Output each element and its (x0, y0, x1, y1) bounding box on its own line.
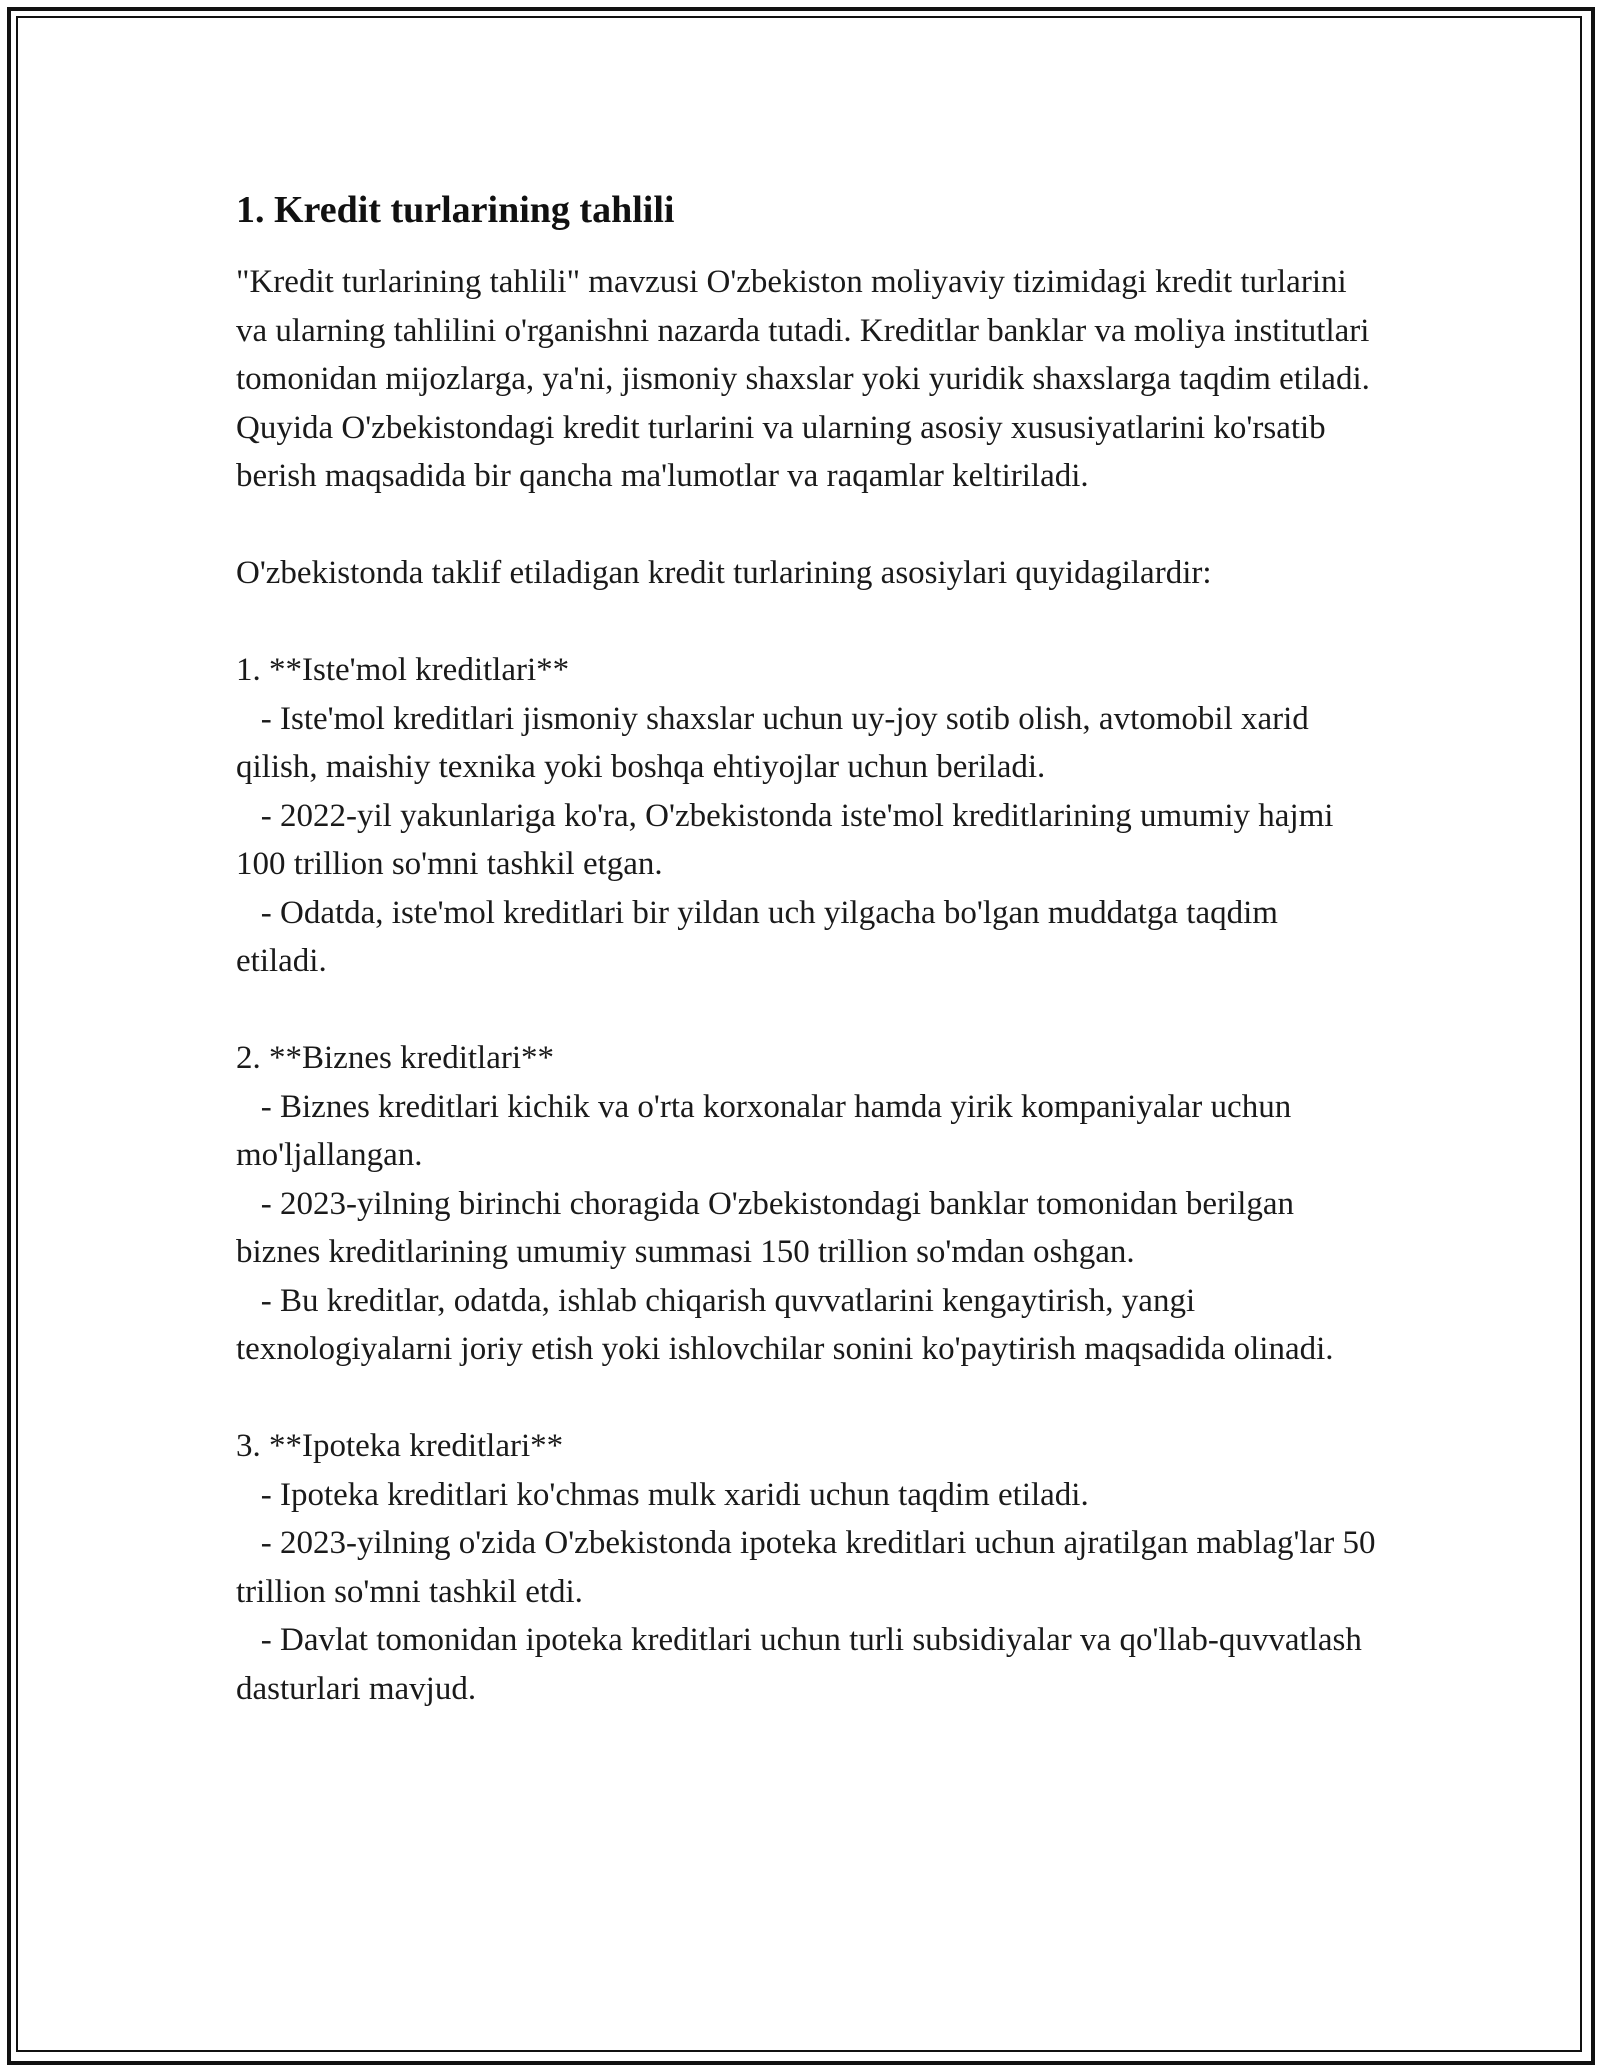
paragraph-gap (236, 598, 1376, 647)
list-item: - Odatda, iste'mol kreditlari bir yildan uch yilgacha bo'lgan muddatga taqdim etiladi. (236, 894, 1287, 979)
paragraph-gap (236, 501, 1376, 550)
section-heading: 2. **Biznes kreditlari** (236, 1040, 555, 1076)
list-item: - Iste'mol kreditlari jismoniy shaxslar uchun uy-joy sotib olish, avtomobil xarid qilish, maishiy texnika yoki boshqa ehtiyojlar uchun beriladi. (236, 700, 1318, 785)
section-mortgage-credit (236, 1422, 1384, 1713)
section-business-credit (236, 1034, 1376, 1374)
section-heading: 1. **Iste'mol kreditlari** (236, 652, 570, 688)
section-consumer-credit (236, 646, 1376, 986)
list-item: - Bu kreditlar, odatda, ishlab chiqarish quvvatlarini kengaytirish, yangi texnologiyalarni joriy etish yoki ishlovchilar sonini ko'paytirish maqsadida olinadi. (236, 1282, 1334, 1367)
document-body (236, 186, 1384, 1713)
list-item: - Ipoteka kreditlari ko'chmas mulk xaridi uchun taqdim etiladi. (236, 1476, 1089, 1513)
document-title: 1. Kredit turlarining tahlili (236, 189, 675, 231)
list-item: - Biznes kreditlari kichik va o'rta korxonalar hamda yirik kompaniyalar uchun mo'ljallangan. (236, 1088, 1300, 1173)
paragraph-gap (236, 986, 1376, 1035)
list-item: - 2023-yilning birinchi choragida O'zbekistondagi banklar tomonidan berilgan biznes kreditlarining umumiy summasi 150 trillion so'mdan oshgan. (236, 1185, 1303, 1270)
section-heading: 3. **Ipoteka kreditlari** (236, 1428, 564, 1464)
list-item: - Davlat tomonidan ipoteka kreditlari uchun turli subsidiyalar va qo'llab-quvvatlash dasturlari mavjud. (236, 1622, 1371, 1707)
intro-paragraph: "Kredit turlarining tahlili" mavzusi O'zbekiston moliyaviy tizimidagi kredit turlarini va ularning tahlilini o'rganishni nazarda tutadi. Kreditlar banklar va moliya institutlari tomonidan mijozlarga, ya'ni, jismoniy shaxslar yoki yuridik shaxslarga taqdim etiladi. Quyida O'zbekistondagi kredit turlarini va ularning asosiy xususiyatlarini ko'rsatib berish maqsadida bir qancha ma'lumotlar va raqamlar keltiriladi. (236, 264, 1379, 494)
paragraph-gap (236, 1374, 1376, 1423)
list-item: - 2023-yilning o'zida O'zbekistonda ipoteka kreditlari uchun ajratilgan mablag'lar 50 trillion so'mni tashkil etdi. (236, 1525, 1384, 1610)
list-item: - 2022-yil yakunlariga ko'ra, O'zbekistonda iste'mol kreditlarining umumiy hajmi 100 trillion so'mni tashkil etgan. (236, 797, 1342, 882)
lead-paragraph: O'zbekistonda taklif etiladigan kredit turlarining asosiylari quyidagilardir: (236, 555, 1212, 591)
